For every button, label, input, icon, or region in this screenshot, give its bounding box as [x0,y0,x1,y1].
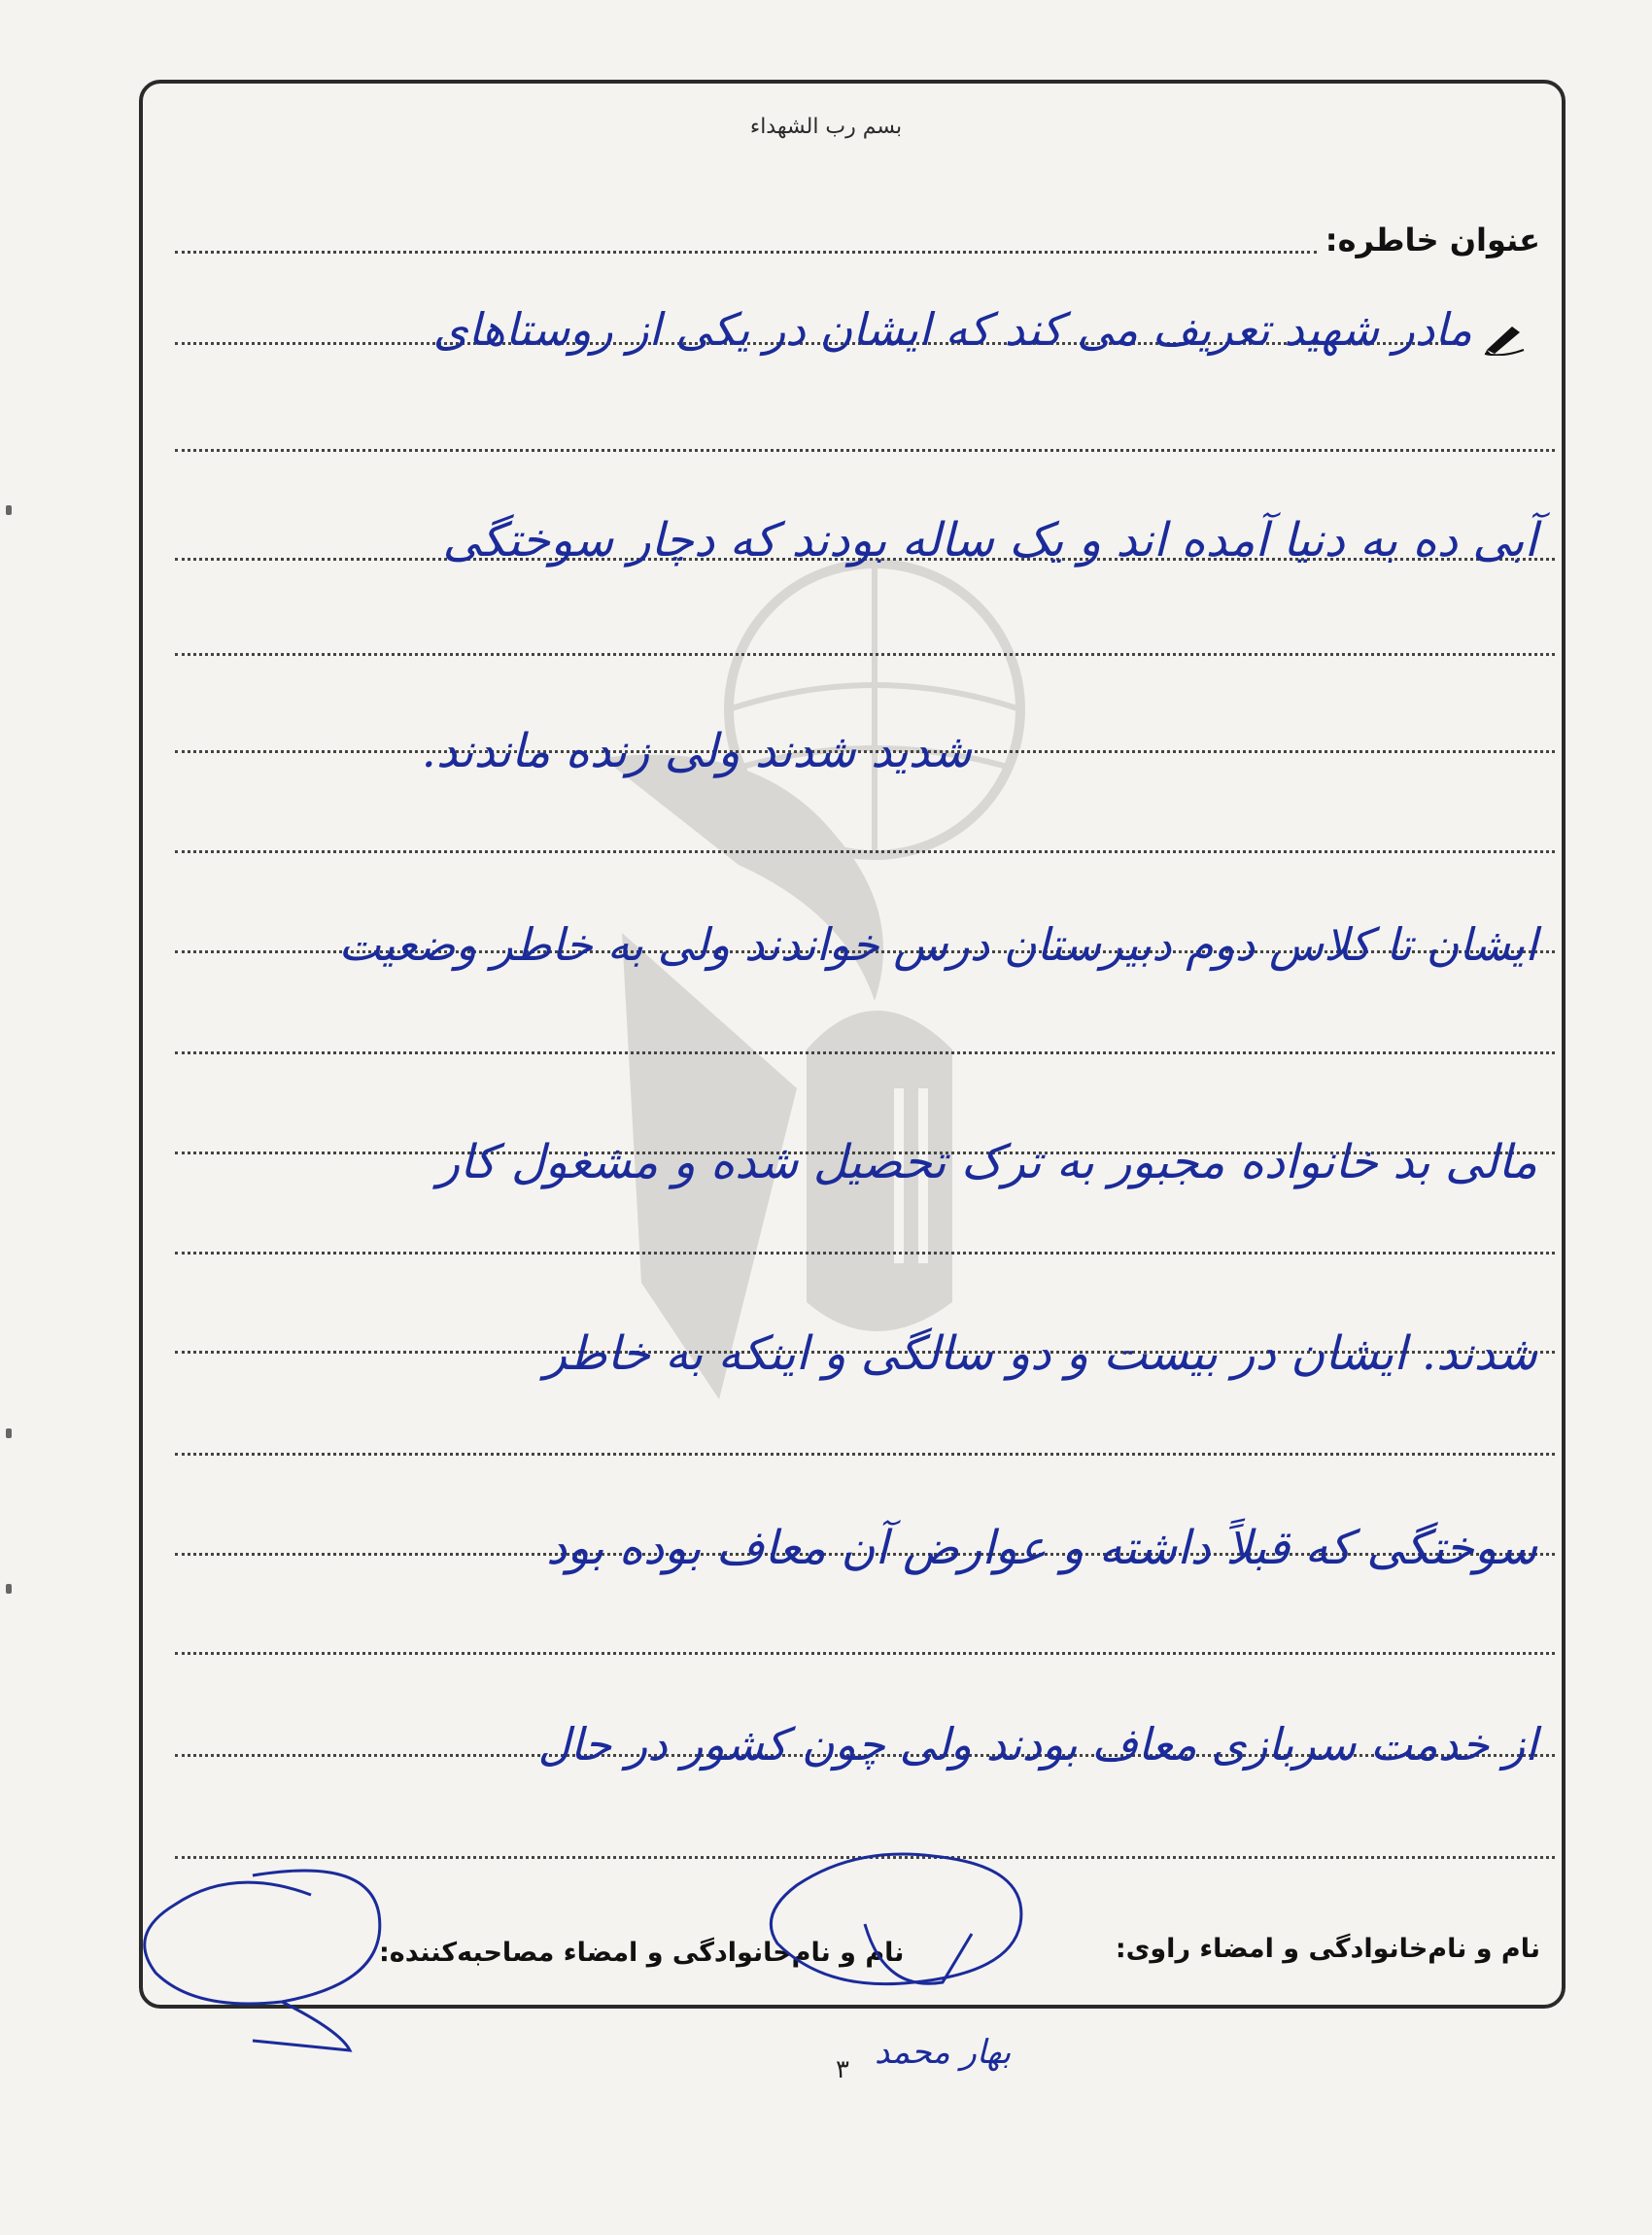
bismillah-header: بسم رب الشهداء [749,115,903,139]
memoir-line: ایشان تا کلاس دوم دبیرستان درس خواندند ولی به خاطر وضعیت [338,918,1537,971]
narrator-signature-label: نام و نام‌خانوادگی و امضاء راوی: [1115,1934,1540,1964]
ruled-line [175,850,1555,853]
memoir-line: شدید شدند ولی زنده ماندند. [421,724,972,778]
page-number: ۳ [836,2055,849,2084]
interviewer-signature [739,1846,1059,2002]
page-handwritten-note: بهار محمد [875,2033,1012,2072]
ruled-line [175,449,1555,452]
memoir-line: آبی ده به دنیا آمده اند و یک ساله بودند که دچار سوختگی [442,513,1537,567]
binding-mark [6,1584,12,1594]
memoir-line: سوختگی که قبلاً داشته و عوارض آن معاف بوده بود [545,1521,1537,1575]
ruled-line [175,1453,1555,1456]
interviewer-signature-label: نام و نام‌خانوادگی و امضاء مصاحبه‌کننده: [379,1938,905,1968]
ruled-line [175,653,1555,656]
memoir-title-label: عنوان خاطره: [1325,222,1540,258]
pen-icon [1483,321,1526,356]
ruled-line [175,1652,1555,1655]
title-dotted-line [175,251,1317,254]
narrator-signature [117,1866,408,2060]
memoir-line: مالی بد خانواده مجبور به ترک تحصیل شده و مشغول کار [436,1135,1537,1189]
ruled-line [175,1252,1555,1255]
memoir-line: شدند. ایشان در بیست و دو سالگی و اینکه به خاطر [544,1326,1537,1381]
binding-mark [6,1428,12,1438]
ruled-line [175,1051,1555,1054]
binding-mark [6,505,12,515]
memoir-line: مادر شهید تعریف می کند که ایشان در یکی از روستاهای [432,303,1472,356]
memoir-line: از خدمت سربازی معاف بودند ولی چون کشور در حال [537,1718,1537,1771]
